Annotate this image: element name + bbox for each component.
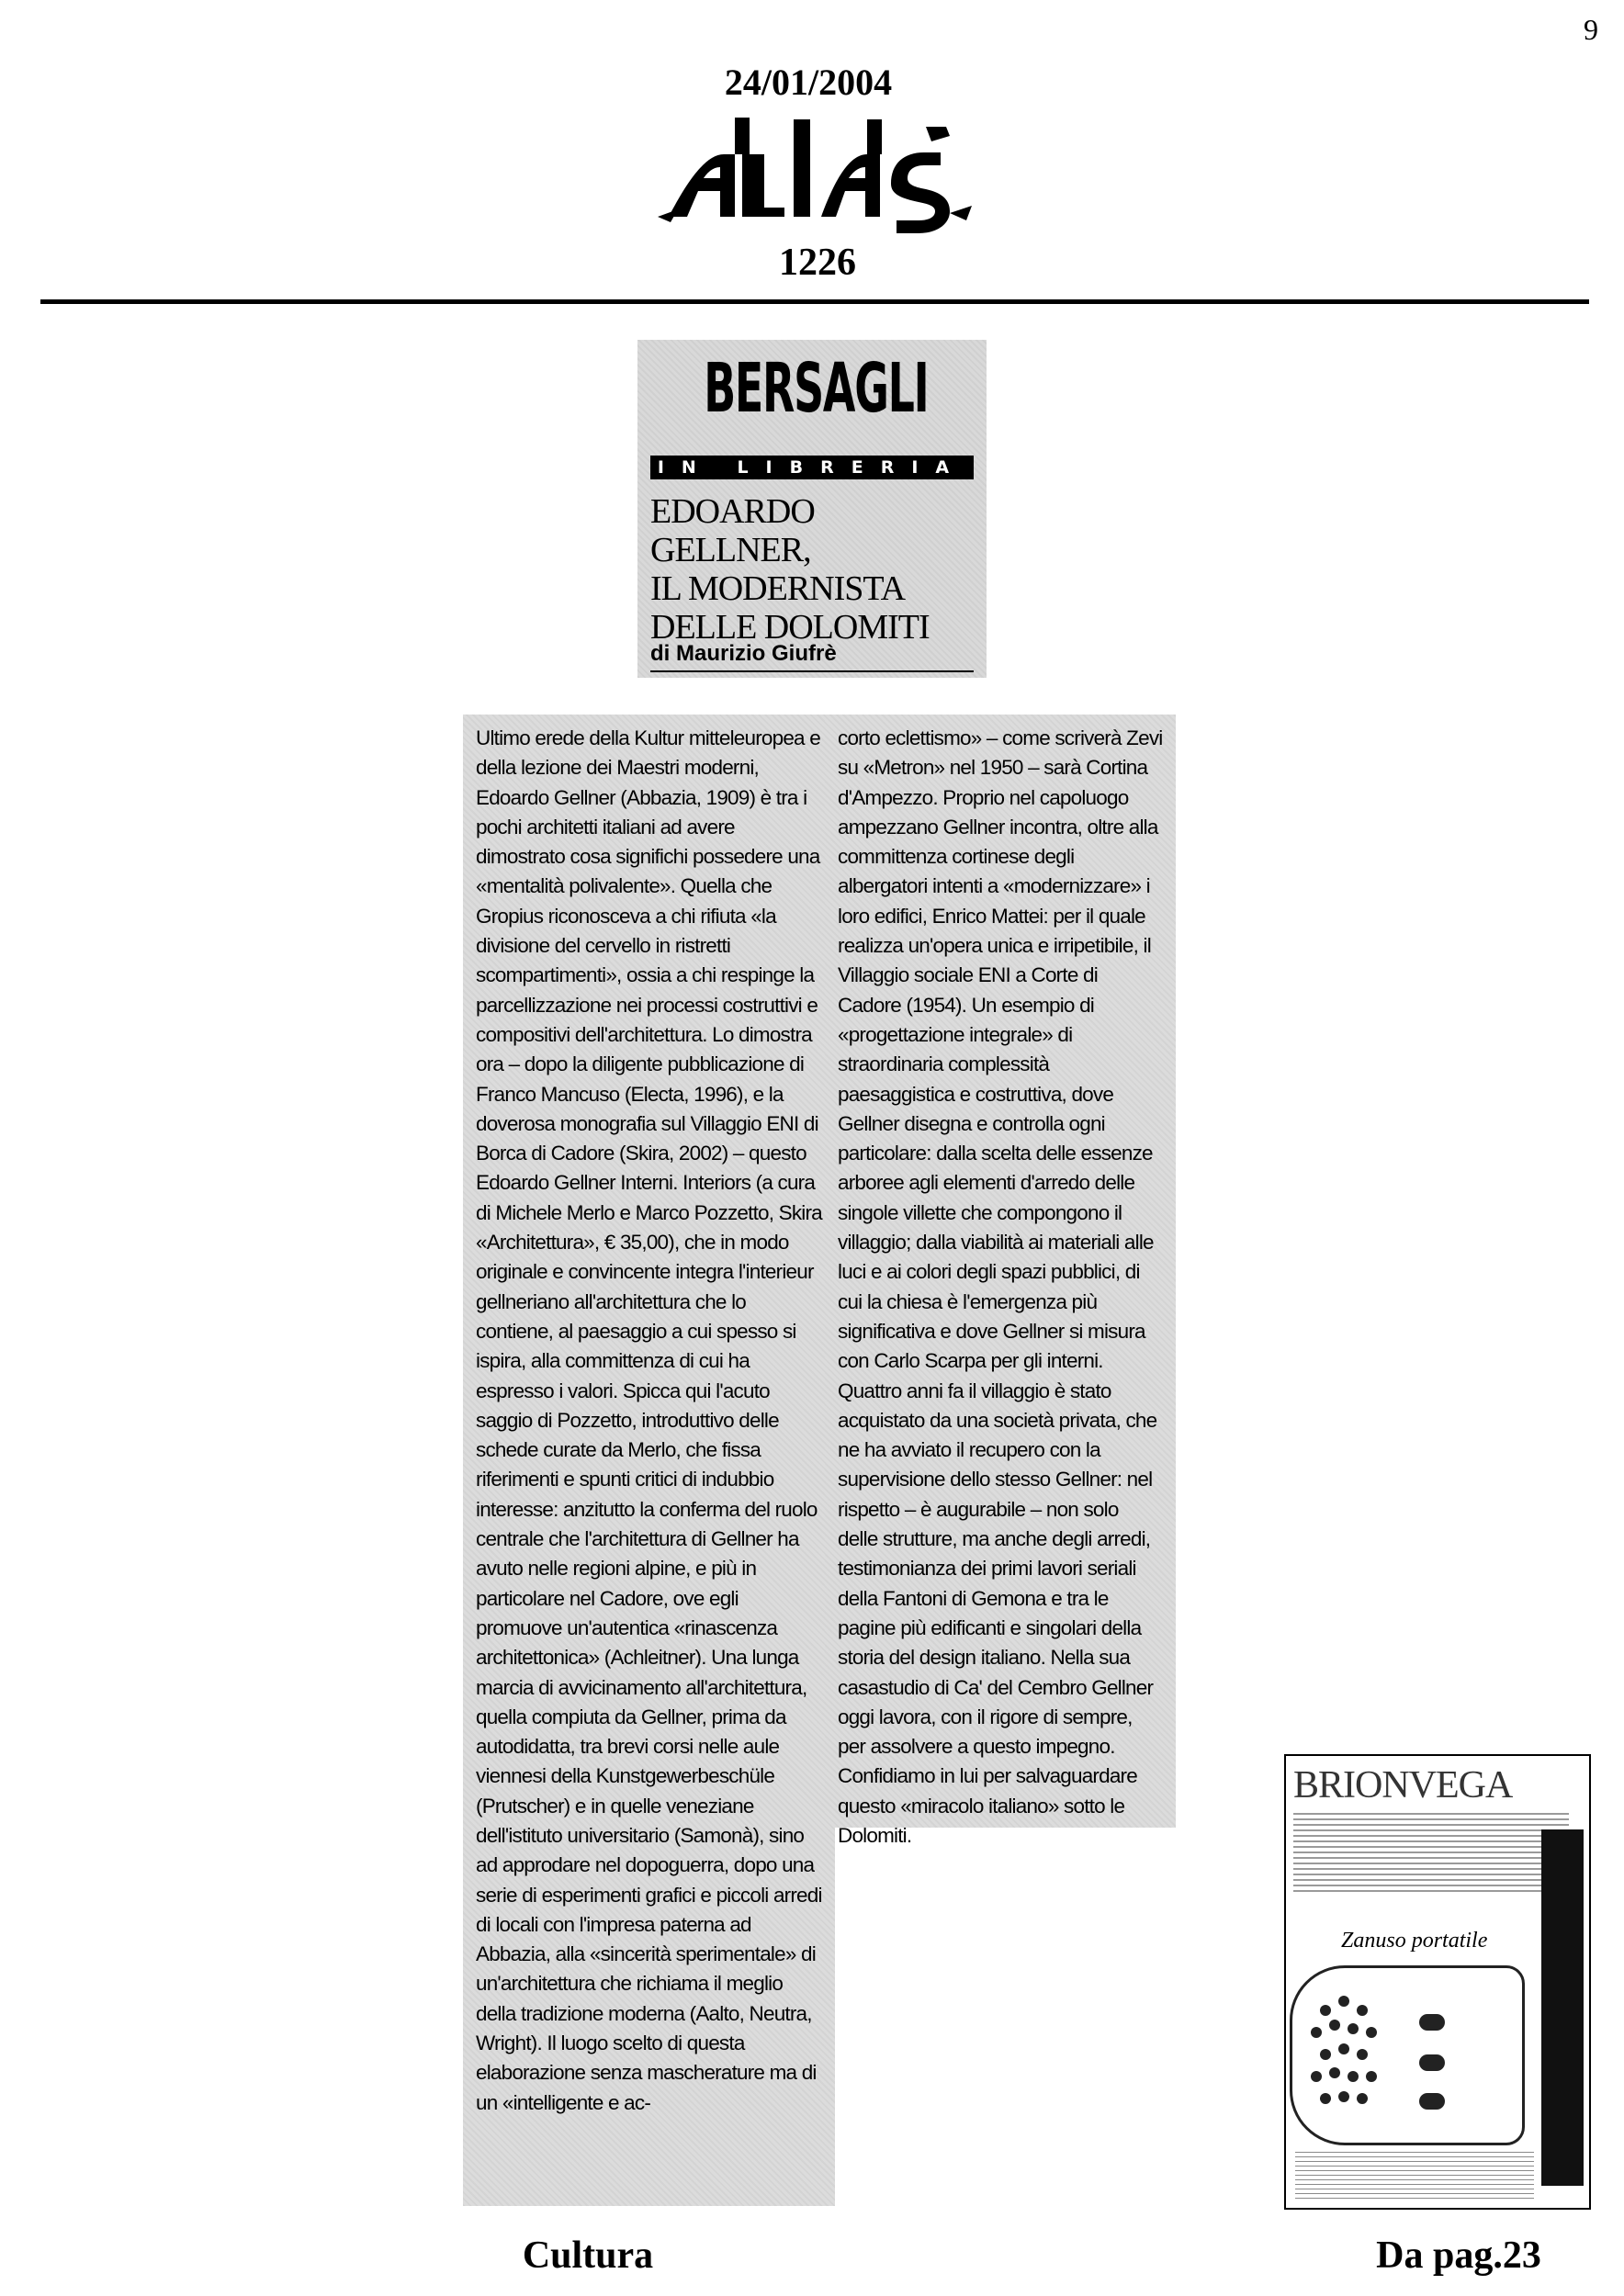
clipping-header: [637, 340, 987, 678]
thumbnail-text-block: [1293, 1811, 1569, 1892]
article-title-line: IL MODERNISTA: [650, 569, 906, 608]
byline-rule: [650, 670, 974, 672]
issue-number: 1226: [779, 242, 856, 284]
header-rule: [40, 299, 1589, 304]
article-column-left: [463, 715, 835, 2206]
article-title-line: EDOARDO GELLNER,: [650, 492, 815, 569]
section-bar: IN LIBRERIA: [650, 456, 974, 479]
footer-section-name: Cultura: [522, 2234, 654, 2277]
footer-page-reference: Da pag.23: [1376, 2234, 1541, 2277]
article-body-left: Ultimo erede della Kultur mitteleuropea e della lezione dei Maestri moderni, Edoardo Gellner (Abbazia, 1909) è tra i pochi architetti italiani ad avere dimostrato cosa significhi possedere una «mentalità polivalente». Quella che Gropius riconosceva a chi rifiuta «la divisione del cervello in ristretti scompartimenti», ossia a chi respinge la parcellizzazione nei processi costruttivi e compositivi dell'architettura. Lo dimostra ora – dopo la diligente pubblicazione di Franco Mancuso (Electa, 1996), e la doverosa monografia sul Villaggio ENI di Borca di Cadore (Skira, 2002) – questo Edoardo Gellner Interni. Interiors (a cura di Michele Merlo e Marco Pozzetto, Skira «Architettura», € 35,00), che in modo originale e convincente integra l'interieur gellneriano all'architettura che lo contiene, al paesaggio a cui spesso si ispira, alla committenza di cui ha espresso i valori. Spicca qui l'acuto saggio di Pozzetto, introduttivo delle schede curate da Merlo, che fissa riferimenti e spunti critici di indubbio interesse: anzitutto la conferma del ruolo centrale che l'architettura di Gellner ha avuto nelle regioni alpine, e più in particolare nel Cadore, ove egli promuove un'autentica «rinascenza architettonica» (Achleitner). Una lunga marcia di avvicinamento all'architettura, quella compiuta da Gellner, prima da autodidatta, tra brevi corsi nelle aule viennesi della Kunstgewerbeschüle (Prutscher) e in quelle veneziane dell'istituto universitario (Samonà), sino ad approdare nel dopoguerra, dopo una serie di esperimenti grafici e piccoli arredi di locali con l'impresa paterna ad Abbazia, alla «sincerità sperimentale» di un'architettura che richiama il meglio della tradizione moderna (Aalto, Neutra, Wright). Il luogo scelto di questa elaborazione senza mascherature ma di un «intelligente e ac-: [476, 726, 822, 2114]
rubric-title: BERSAGLI: [704, 349, 929, 428]
article-title-line: DELLE DOLOMITI: [650, 608, 930, 647]
issue-date: 24/01/2004: [724, 62, 893, 103]
article-title: [650, 492, 981, 647]
radio-icon: [1290, 1965, 1525, 2145]
thumbnail-title: BRIONVEGA: [1293, 1764, 1513, 1806]
thumbnail-black-bar: [1541, 1829, 1584, 2186]
related-page-thumbnail: [1284, 1754, 1591, 2210]
article-body-right: corto eclettismo» – come scriverà Zevi su «Metron» nel 1950 – sarà Cortina d'Ampezzo. Proprio nel capoluogo ampezzano Gellner incontra, oltre alla committenza cortinese degli albergatori intenti a «modernizzare» i loro edifici, Enrico Mattei: per il quale realizza un'opera unica e irripetibile, il Villaggio sociale ENI a Corte di Cadore (1954). Un esempio di «progettazione integrale» di straordinaria complessità paesaggistica e costruttiva, dove Gellner disegna e controlla ogni particolare: dalla scelta delle essenze arboree agli elementi d'arredo delle singole villette che compongono il villaggio; dalla viabilità ai materiali alle luci e ai colori degli spazi pubblici, di cui la chiesa è l'emergenza più significativa e dove Gellner si misura con Carlo Scarpa per gli interni. Quattro anni fa il villaggio è stato acquistato da una società privata, che ne ha avviato il recupero con la supervisione dello stesso Gellner: nel rispetto – è augurabile – non solo delle strutture, ma anche degli arredi, testimonianza dei primi lavori seriali della Fantoni di Gemona e tra le pagine più edificanti e singolari della storia del design italiano. Nella sua casastudio di Ca' del Cembro Gellner oggi lavora, con il rigore di sempre, per assolvere a questo impegno. Confidiamo in lui per salvaguardare questo «miracolo italiano» sotto le Dolomiti.: [838, 726, 1163, 1847]
masthead-logo: [650, 99, 981, 235]
page-number: 9: [1584, 13, 1598, 46]
article-column-right: [825, 715, 1176, 1847]
byline: di Maurizio Giufrè: [650, 641, 837, 666]
thumbnail-fine-print: [1295, 2151, 1534, 2199]
thumbnail-caption: Zanuso portatile: [1341, 1929, 1488, 1953]
